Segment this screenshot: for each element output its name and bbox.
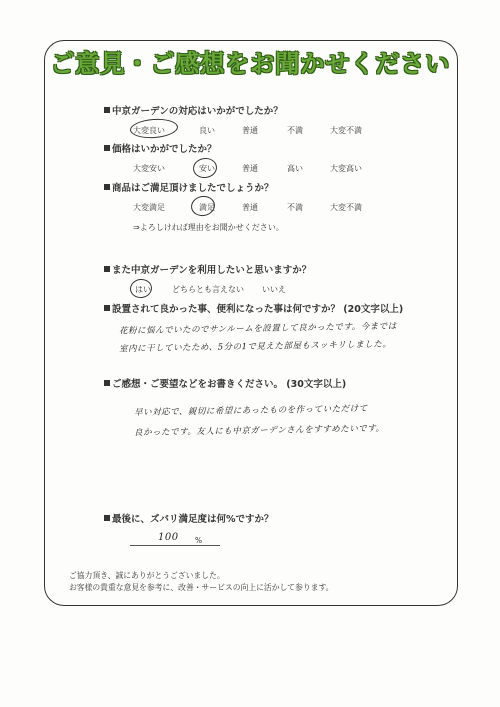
q1-option-5[interactable]: 大変不満 bbox=[330, 126, 362, 135]
q3-option-3[interactable]: 普通 bbox=[242, 203, 258, 212]
bullet-square-icon bbox=[104, 266, 110, 272]
q1-option-2[interactable]: 良い bbox=[199, 126, 215, 135]
q2-option-5[interactable]: 大変高い bbox=[330, 164, 362, 173]
q3-option-2[interactable]: 満足 bbox=[199, 203, 215, 212]
q3-option-5[interactable]: 大変不満 bbox=[330, 203, 362, 212]
question-6-label: ご感想・ご要望などをお書きください。 (30文字以上) bbox=[112, 379, 347, 390]
bullet-square-icon bbox=[104, 184, 110, 190]
q5-answer-line-2: 室内に干していたため、5分の1で見えた部屋もスッキリしました。 bbox=[118, 339, 392, 355]
question-3 bbox=[104, 180, 274, 194]
bullet-square-icon bbox=[104, 305, 110, 311]
q2-option-3[interactable]: 普通 bbox=[242, 164, 258, 173]
q1-option-4[interactable]: 不満 bbox=[287, 126, 303, 135]
q7-answer-underline bbox=[130, 545, 220, 546]
question-4 bbox=[104, 262, 311, 276]
question-1-label: 中京ガーデンの対応はいかがでしたか？ bbox=[112, 106, 283, 117]
q1-option-3[interactable]: 普通 bbox=[242, 126, 258, 135]
q6-answer-line-2: 良かったです。友人にも中京ガーデンさんをすすめたいです。 bbox=[133, 423, 385, 439]
q3-reason-note: ⇒よろしければ理由をお聞かせください。 bbox=[133, 223, 284, 232]
q4-option-2[interactable]: どちらとも言えない bbox=[172, 285, 244, 294]
q2-option-2[interactable]: 安い bbox=[199, 164, 215, 173]
question-2 bbox=[104, 141, 217, 155]
question-3-label: 商品はご満足頂けましたでしょうか？ bbox=[112, 183, 274, 194]
q4-option-3[interactable]: いいえ bbox=[262, 285, 286, 294]
footer-line-2: お客様の貴重な意見を参考に、改善・サービスの向上に活かして参ります。 bbox=[69, 583, 334, 592]
bullet-square-icon bbox=[104, 107, 110, 113]
question-1 bbox=[104, 103, 283, 117]
q6-answer-line-1: 早い対応で、親切に希望にあったものを作っていただけて bbox=[133, 403, 368, 419]
question-5-label: 設置されて良かった事、便利になった事は何ですか？ (20文字以上) bbox=[112, 304, 404, 315]
q7-unit: % bbox=[195, 536, 203, 545]
q2-option-4[interactable]: 高い bbox=[287, 164, 303, 173]
question-5 bbox=[104, 301, 403, 315]
question-4-label: また中京ガーデンを利用したいと思いますか？ bbox=[112, 265, 312, 276]
footer-line-1: ご協力頂き、誠にありがとうございました。 bbox=[69, 571, 225, 580]
q3-option-1[interactable]: 大変満足 bbox=[133, 203, 165, 212]
q3-option-4[interactable]: 不満 bbox=[287, 203, 303, 212]
q4-option-1[interactable]: はい bbox=[135, 285, 151, 294]
q1-option-1[interactable]: 大変良い bbox=[133, 126, 165, 135]
question-7-label: 最後に、ズバリ満足度は何%ですか？ bbox=[112, 514, 274, 525]
question-7 bbox=[104, 511, 274, 525]
question-2-label: 価格はいかがでしたか？ bbox=[112, 144, 217, 155]
q5-answer-line-1: 花粉に悩んでいたのでサンルームを設置して良かったです。今までは bbox=[118, 321, 397, 337]
bullet-square-icon bbox=[104, 380, 110, 386]
survey-title: ご意見・ご感想をお聞かせください bbox=[50, 49, 450, 78]
q2-option-1[interactable]: 大変安い bbox=[133, 164, 165, 173]
bullet-square-icon bbox=[104, 145, 110, 151]
question-6 bbox=[104, 376, 346, 390]
bullet-square-icon bbox=[104, 515, 110, 521]
q7-answer-value: 100 bbox=[158, 532, 179, 543]
